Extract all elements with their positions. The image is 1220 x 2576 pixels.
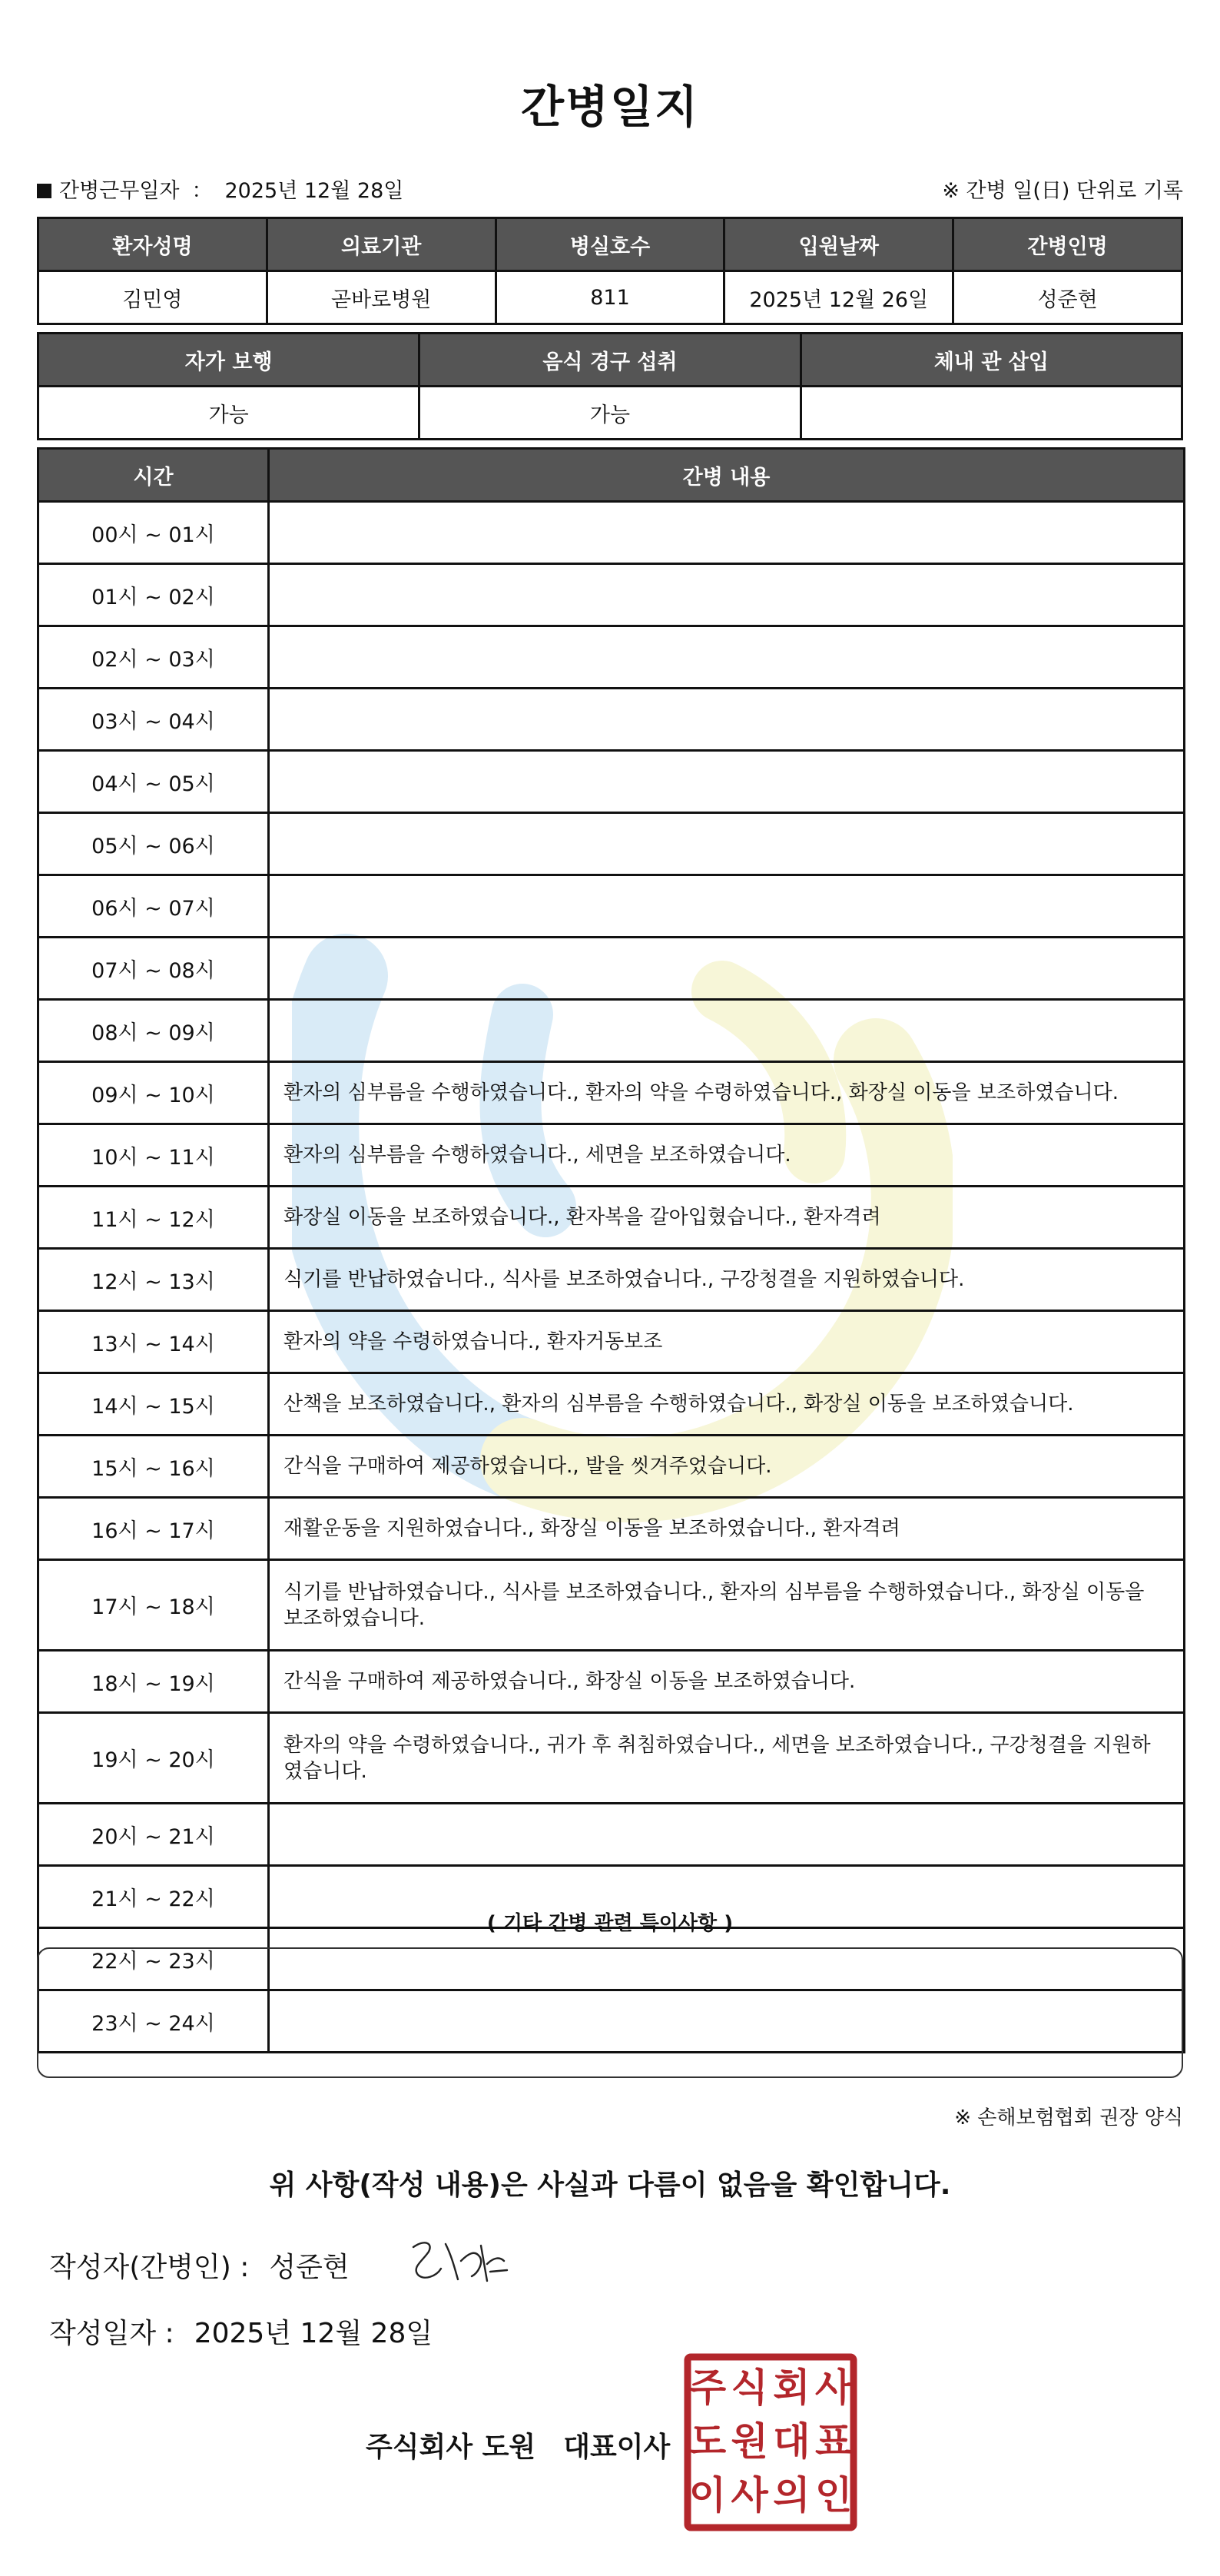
row-time: 21시 ~ 22시 [38, 1866, 269, 1928]
table-row [38, 1560, 1185, 1651]
care-log-table [37, 447, 1185, 2053]
table-row [38, 1124, 1185, 1187]
row-time: 04시 ~ 05시 [38, 751, 269, 813]
seal-character: 도 [688, 2419, 727, 2464]
header-hospital: 의료기관 [267, 218, 496, 271]
work-date [37, 174, 403, 204]
row-time: 17시 ~ 18시 [38, 1560, 269, 1651]
row-care-content [269, 813, 1185, 875]
row-time: 09시 ~ 10시 [38, 1062, 269, 1124]
daily-record-note: ※ 간병 일(日) 단위로 기록 [942, 179, 1183, 203]
row-time: 03시 ~ 04시 [38, 689, 269, 751]
row-time: 20시 ~ 21시 [38, 1804, 269, 1866]
row-care-content: 환자의 심부름을 수행하였습니다., 세면을 보조하였습니다. [269, 1124, 1185, 1187]
table-row [38, 1651, 1185, 1713]
row-care-content [269, 938, 1185, 1000]
row-time: 14시 ~ 15시 [38, 1373, 269, 1436]
table-row [38, 813, 1185, 875]
tube-insertion [801, 387, 1182, 440]
table-row [38, 938, 1185, 1000]
seal-character: 사 [814, 2365, 853, 2410]
meta-row [37, 174, 1183, 204]
recommend-note: ※ 손해보험협회 권장 양식 [954, 2106, 1183, 2130]
row-care-content [269, 564, 1185, 626]
seal-character: 사 [731, 2473, 768, 2518]
header-patient-name: 환자성명 [38, 218, 267, 271]
hospital: 곧바로병원 [267, 271, 496, 324]
seal-character: 대 [773, 2419, 811, 2464]
header-room-number: 병실호수 [496, 218, 724, 271]
row-care-content: 환자의 약을 수령하였습니다., 귀가 후 취침하였습니다., 세면을 보조하였습니다., 구강청결을 지원하였습니다. [269, 1713, 1185, 1804]
table-row [38, 1311, 1185, 1373]
seal-character: 주 [688, 2365, 727, 2410]
table-row [38, 626, 1185, 689]
writer-line [49, 2246, 350, 2285]
self-walking: 가능 [38, 387, 419, 440]
table-row [38, 502, 1185, 564]
oral-intake: 가능 [419, 387, 801, 440]
row-time: 13시 ~ 14시 [38, 1311, 269, 1373]
header-self-walking: 자가 보행 [38, 334, 419, 387]
company-name: 주식회사 도원 [366, 2432, 536, 2463]
seal-character: 의 [773, 2473, 811, 2518]
company-line [366, 2425, 670, 2465]
row-time: 19시 ~ 20시 [38, 1713, 269, 1804]
page-title: 간병일지 [520, 81, 700, 133]
row-time: 00시 ~ 01시 [38, 502, 269, 564]
date-label: 작성일자 : [49, 2318, 174, 2349]
seal-character: 식 [731, 2365, 768, 2410]
seal-character: 인 [814, 2473, 853, 2518]
row-time: 23시 ~ 24시 [38, 1990, 269, 2053]
row-care-content [269, 1000, 1185, 1062]
table-row [38, 1249, 1185, 1311]
company-seal-stamp [684, 2353, 857, 2531]
notes-box [37, 1947, 1183, 2078]
care-log-body [38, 502, 1185, 2053]
patient-name: 김민영 [38, 271, 267, 324]
seal-character: 원 [731, 2419, 768, 2464]
room-number: 811 [496, 271, 724, 324]
seal-character: 회 [773, 2365, 811, 2410]
header-tube-insertion: 체내 관 삽입 [801, 334, 1182, 387]
row-care-content [269, 689, 1185, 751]
row-care-content: 산책을 보조하였습니다., 환자의 심부름을 수행하였습니다., 화장실 이동을 보조하였습니다. [269, 1373, 1185, 1436]
table-row [38, 751, 1185, 813]
row-time: 11시 ~ 12시 [38, 1187, 269, 1249]
row-care-content: 환자의 심부름을 수행하였습니다., 환자의 약을 수령하였습니다., 화장실 이동을 보조하였습니다. [269, 1062, 1185, 1124]
row-care-content: 간식을 구매하여 제공하였습니다., 화장실 이동을 보조하였습니다. [269, 1651, 1185, 1713]
table-row [38, 1804, 1185, 1866]
table-row [38, 1000, 1185, 1062]
row-time: 10시 ~ 11시 [38, 1124, 269, 1187]
row-care-content [269, 1804, 1185, 1866]
row-care-content [269, 751, 1185, 813]
row-care-content: 재활운동을 지원하였습니다., 화장실 이동을 보조하였습니다., 환자격려 [269, 1498, 1185, 1560]
row-care-content: 화장실 이동을 보조하였습니다., 환자복을 갈아입혔습니다., 환자격려 [269, 1187, 1185, 1249]
row-care-content [269, 626, 1185, 689]
row-time: 01시 ~ 02시 [38, 564, 269, 626]
date-value: 2025년 12월 28일 [194, 2318, 433, 2349]
header-time: 시간 [38, 449, 269, 502]
filled-square-icon [37, 184, 51, 198]
written-date-line [49, 2312, 433, 2351]
row-time: 22시 ~ 23시 [38, 1928, 269, 1990]
table-row [38, 1498, 1185, 1560]
table-row [38, 1713, 1185, 1804]
confirm-statement: 위 사항(작성 내용)은 사실과 다름이 없음을 확인합니다. [269, 2169, 951, 2201]
notes-title: ( 기타 간병 관련 특이사항 ) [486, 1912, 734, 1935]
work-date-separator: ： [191, 179, 213, 203]
row-time: 05시 ~ 06시 [38, 813, 269, 875]
company-title: 대표이사 [563, 2432, 671, 2463]
writer-name: 성준현 [269, 2252, 350, 2283]
row-time: 06시 ~ 07시 [38, 875, 269, 938]
table-row [38, 564, 1185, 626]
seal-character: 표 [814, 2419, 853, 2464]
row-time: 02시 ~ 03시 [38, 626, 269, 689]
table-row [38, 1187, 1185, 1249]
row-care-content: 식기를 반납하였습니다., 식사를 보조하였습니다., 구강청결을 지원하였습니다. [269, 1249, 1185, 1311]
patient-info-table [37, 217, 1183, 325]
row-care-content: 환자의 약을 수령하였습니다., 환자거동보조 [269, 1311, 1185, 1373]
row-care-content [269, 875, 1185, 938]
seal-character: 이 [688, 2473, 727, 2518]
caregiver-name: 성준현 [953, 271, 1182, 324]
header-care-content: 간병 내용 [269, 449, 1185, 502]
row-time: 07시 ~ 08시 [38, 938, 269, 1000]
handwritten-signature [407, 2230, 515, 2292]
row-time: 18시 ~ 19시 [38, 1651, 269, 1713]
table-row [38, 689, 1185, 751]
header-oral-intake: 음식 경구 섭취 [419, 334, 801, 387]
row-care-content: 간식을 구매하여 제공하였습니다., 발을 씻겨주었습니다. [269, 1436, 1185, 1498]
row-time: 15시 ~ 16시 [38, 1436, 269, 1498]
row-care-content: 식기를 반납하였습니다., 식사를 보조하였습니다., 환자의 심부름을 수행하였습니다., 화장실 이동을 보조하였습니다. [269, 1560, 1185, 1651]
header-caregiver-name: 간병인명 [953, 218, 1182, 271]
row-time: 08시 ~ 09시 [38, 1000, 269, 1062]
table-row [38, 1373, 1185, 1436]
writer-label: 작성자(간병인) : [49, 2252, 250, 2283]
work-date-label: 간병근무일자 [59, 179, 180, 203]
row-care-content [269, 502, 1185, 564]
table-row [38, 1436, 1185, 1498]
table-row [38, 1062, 1185, 1124]
header-admission-date: 입원날짜 [724, 218, 953, 271]
row-time: 12시 ~ 13시 [38, 1249, 269, 1311]
row-time: 16시 ~ 17시 [38, 1498, 269, 1560]
table-row [38, 875, 1185, 938]
work-date-value: 2025년 12월 28일 [224, 179, 404, 203]
admission-date: 2025년 12월 26일 [724, 271, 953, 324]
patient-ability-table [37, 332, 1183, 440]
